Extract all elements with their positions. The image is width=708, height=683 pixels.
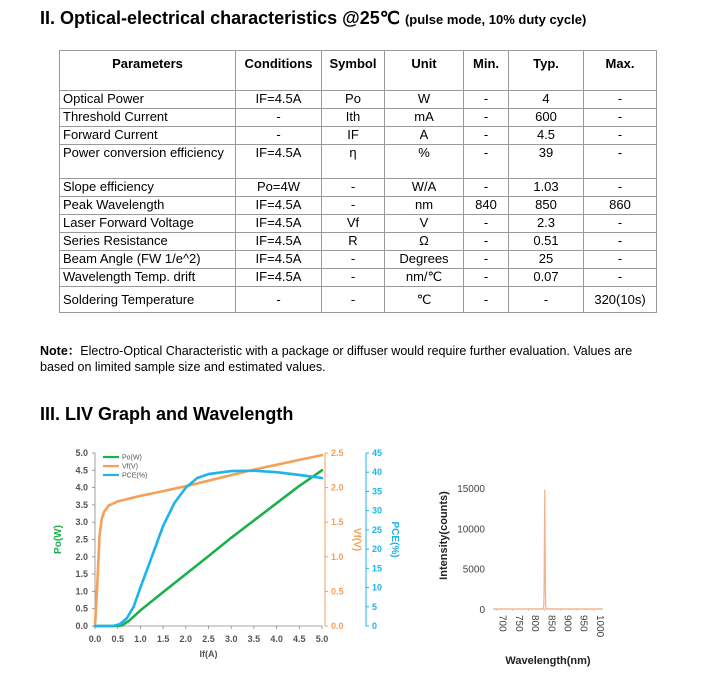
cell-min: 840 [464, 197, 509, 215]
spectrum-y-tick-label: 10000 [457, 524, 485, 536]
liv-chart [40, 440, 410, 672]
cell-condition: IF=4.5A [236, 197, 322, 215]
cell-unit: mA [385, 109, 464, 127]
section-3-title [40, 404, 293, 425]
liv-x-tick-label: 0.5 [111, 634, 124, 644]
liv-x-tick-label: 5.0 [315, 634, 329, 644]
cell-min: - [464, 91, 509, 109]
cell-min: - [464, 233, 509, 251]
spectrum-x-tick-label: 950 [577, 615, 589, 632]
spectrum-y-tick-label: 5000 [462, 564, 485, 576]
cell-param: Forward Current [60, 127, 236, 145]
cell-unit: A [385, 127, 464, 145]
table-row [60, 233, 657, 251]
cell-max: 860 [584, 197, 657, 215]
table-row [60, 197, 657, 215]
liv-pce-tick-label: 5 [372, 601, 378, 612]
header-symbol: Symbol [322, 51, 385, 91]
cell-typ: 0.51 [509, 233, 584, 251]
spectrum-x-tick-label: 750 [512, 615, 524, 632]
liv-x-tick-label: 3.0 [224, 634, 238, 644]
liv-pce-tick-label: 0 [372, 621, 378, 631]
cell-typ: 4 [509, 91, 584, 109]
liv-po-tick-label: 3.5 [75, 499, 88, 510]
cell-condition: IF=4.5A [236, 145, 322, 179]
liv-vf-axis-label: Vf(V) [351, 527, 362, 552]
cell-condition: - [236, 127, 322, 145]
spectrum-series-line [493, 490, 603, 609]
cell-max: - [584, 145, 657, 179]
header-parameters: Parameters [60, 51, 236, 91]
spectrum-y-tick-label: 0 [479, 605, 485, 616]
header-unit: Unit [385, 51, 464, 91]
cell-unit: W [385, 91, 464, 109]
cell-symbol: - [322, 197, 385, 215]
cell-condition: IF=4.5A [236, 233, 322, 251]
cell-typ: 850 [509, 197, 584, 215]
liv-vf-tick-label: 0.5 [331, 586, 344, 597]
note-text: Electro-Optical Characteristic with a package or diffuser would require further evaluation. Values are based on limited sample size and estimated values. [40, 344, 633, 374]
liv-po-axis-label: Po(W) [53, 525, 64, 554]
cell-typ: 0.07 [509, 269, 584, 287]
cell-symbol: Ith [322, 109, 385, 127]
cell-condition: IF=4.5A [236, 269, 322, 287]
liv-pce-tick-label: 35 [372, 486, 383, 497]
liv-legend-label: Po(W) [122, 454, 142, 462]
cell-param: Wavelength Temp. drift [60, 269, 236, 287]
liv-x-tick-label: 0.0 [88, 634, 102, 644]
liv-x-tick-label: 2.0 [179, 634, 193, 644]
cell-param: Series Resistance [60, 233, 236, 251]
cell-param: Power conversion efficiency [60, 145, 236, 179]
cell-param: Slope efficiency [60, 179, 236, 197]
cell-condition: IF=4.5A [236, 91, 322, 109]
liv-x-tick-label: 4.5 [293, 634, 306, 644]
table-row [60, 109, 657, 127]
liv-legend-label: Vf(V) [122, 463, 138, 471]
cell-min: - [464, 215, 509, 233]
cell-condition: IF=4.5A [236, 215, 322, 233]
cell-max: - [584, 233, 657, 251]
cell-symbol: - [322, 251, 385, 269]
table-row [60, 269, 657, 287]
cell-unit: % [385, 145, 464, 179]
table-row [60, 127, 657, 145]
spectrum-x-tick-label: 1000 [593, 615, 605, 638]
cell-max: - [584, 251, 657, 269]
liv-pce-tick-label: 20 [372, 544, 383, 555]
spectrum-y-tick-label: 15000 [457, 484, 485, 496]
section-2-title [40, 8, 586, 29]
liv-series-po-line [95, 470, 322, 626]
cell-min: - [464, 109, 509, 127]
cell-unit: Ω [385, 233, 464, 251]
cell-symbol: Vf [322, 215, 385, 233]
cell-unit: nm [385, 197, 464, 215]
cell-condition: IF=4.5A [236, 251, 322, 269]
cell-param: Laser Forward Voltage [60, 215, 236, 233]
note-label: Note： [40, 344, 81, 358]
cell-param: Peak Wavelength [60, 197, 236, 215]
liv-po-tick-label: 0.5 [75, 603, 88, 614]
cell-max: 320(10s) [584, 287, 657, 313]
cell-max: - [584, 215, 657, 233]
section-2-subtitle: (pulse mode, 10% duty cycle) [404, 12, 587, 27]
liv-pce-tick-label: 45 [372, 448, 383, 458]
cell-param: Beam Angle (FW 1/e^2) [60, 251, 236, 269]
liv-pce-tick-label: 25 [372, 524, 383, 535]
liv-po-tick-label: 5.0 [75, 448, 88, 458]
liv-x-tick-label: 4.0 [270, 634, 283, 644]
liv-vf-tick-label: 2.5 [331, 448, 344, 458]
liv-po-tick-label: 0.0 [75, 621, 88, 631]
liv-vf-tick-label: 1.0 [331, 551, 344, 562]
cell-typ: 1.03 [509, 179, 584, 197]
spectrum-x-tick-label: 900 [561, 615, 573, 632]
cell-min: - [464, 251, 509, 269]
liv-pce-axis-label: PCE(%) [389, 521, 400, 558]
cell-param: Optical Power [60, 91, 236, 109]
liv-x-tick-label: 3.5 [247, 634, 261, 644]
liv-vf-tick-label: 1.5 [331, 517, 344, 528]
cell-max: - [584, 179, 657, 197]
liv-po-tick-label: 2.0 [75, 551, 88, 562]
section-3-title-text: III. LIV Graph and Wavelength [40, 404, 294, 424]
cell-condition: - [236, 287, 322, 313]
spectrum-x-tick-label: 700 [496, 615, 508, 632]
cell-min: - [464, 287, 509, 313]
liv-x-tick-label: 2.5 [202, 634, 215, 644]
liv-x-axis-label: If(A) [199, 649, 218, 659]
cell-symbol: - [322, 269, 385, 287]
cell-typ: 39 [509, 145, 584, 179]
liv-series-vf-line [95, 455, 322, 626]
cell-min: - [464, 145, 509, 179]
header-min: Min. [464, 51, 509, 91]
cell-unit: Degrees [385, 251, 464, 269]
section-2-title-text: II. Optical-electrical characteristics @25℃ [40, 8, 400, 28]
liv-pce-tick-label: 40 [372, 467, 383, 478]
table-body [60, 91, 657, 313]
cell-symbol: Po [322, 91, 385, 109]
table-row [60, 91, 657, 109]
liv-vf-tick-label: 2.0 [331, 482, 344, 493]
cell-unit: V [385, 215, 464, 233]
liv-po-tick-label: 3.0 [75, 517, 88, 528]
liv-vf-tick-label: 0.0 [331, 621, 344, 631]
liv-po-tick-label: 1.0 [75, 586, 88, 597]
cell-param: Soldering Temperature [60, 287, 236, 313]
table-row [60, 287, 657, 313]
spectrum-x-axis-label: Wavelength(nm) [505, 655, 591, 667]
cell-max: - [584, 91, 657, 109]
cell-max: - [584, 269, 657, 287]
table-row [60, 179, 657, 197]
liv-po-tick-label: 1.5 [75, 569, 88, 580]
cell-unit: W/A [385, 179, 464, 197]
cell-condition: - [236, 109, 322, 127]
liv-pce-tick-label: 30 [372, 505, 383, 516]
note [40, 343, 665, 375]
liv-po-tick-label: 4.5 [75, 465, 88, 476]
table-row [60, 145, 657, 179]
cell-max: - [584, 109, 657, 127]
liv-pce-tick-label: 10 [372, 582, 383, 593]
cell-min: - [464, 127, 509, 145]
cell-typ: 4.5 [509, 127, 584, 145]
cell-max: - [584, 127, 657, 145]
spectrum-chart [425, 450, 695, 675]
table-row [60, 251, 657, 269]
liv-x-tick-label: 1.0 [134, 634, 147, 644]
liv-x-tick-label: 1.5 [156, 634, 170, 644]
header-typ: Typ. [509, 51, 584, 91]
cell-unit: nm/℃ [385, 269, 464, 287]
table-row [60, 215, 657, 233]
liv-legend-label: PCE(%) [122, 472, 148, 480]
liv-po-tick-label: 4.0 [75, 482, 88, 493]
cell-unit: ℃ [385, 287, 464, 313]
header-max: Max. [584, 51, 657, 91]
cell-condition: Po=4W [236, 179, 322, 197]
cell-symbol: R [322, 233, 385, 251]
header-conditions: Conditions [236, 51, 322, 91]
cell-param: Threshold Current [60, 109, 236, 127]
spectrum-x-tick-label: 800 [529, 615, 541, 632]
cell-symbol: η [322, 145, 385, 179]
characteristics-table [59, 50, 657, 313]
liv-po-tick-label: 2.5 [75, 534, 88, 545]
table-header-row [60, 51, 657, 91]
spectrum-x-tick-label: 850 [545, 615, 557, 632]
spectrum-y-axis-label: Intensity(counts) [438, 491, 450, 580]
cell-symbol: - [322, 179, 385, 197]
liv-pce-tick-label: 15 [372, 563, 383, 574]
cell-typ: 25 [509, 251, 584, 269]
cell-typ: 600 [509, 109, 584, 127]
cell-typ: - [509, 287, 584, 313]
cell-min: - [464, 179, 509, 197]
cell-typ: 2.3 [509, 215, 584, 233]
cell-symbol: IF [322, 127, 385, 145]
cell-symbol: - [322, 287, 385, 313]
cell-min: - [464, 269, 509, 287]
